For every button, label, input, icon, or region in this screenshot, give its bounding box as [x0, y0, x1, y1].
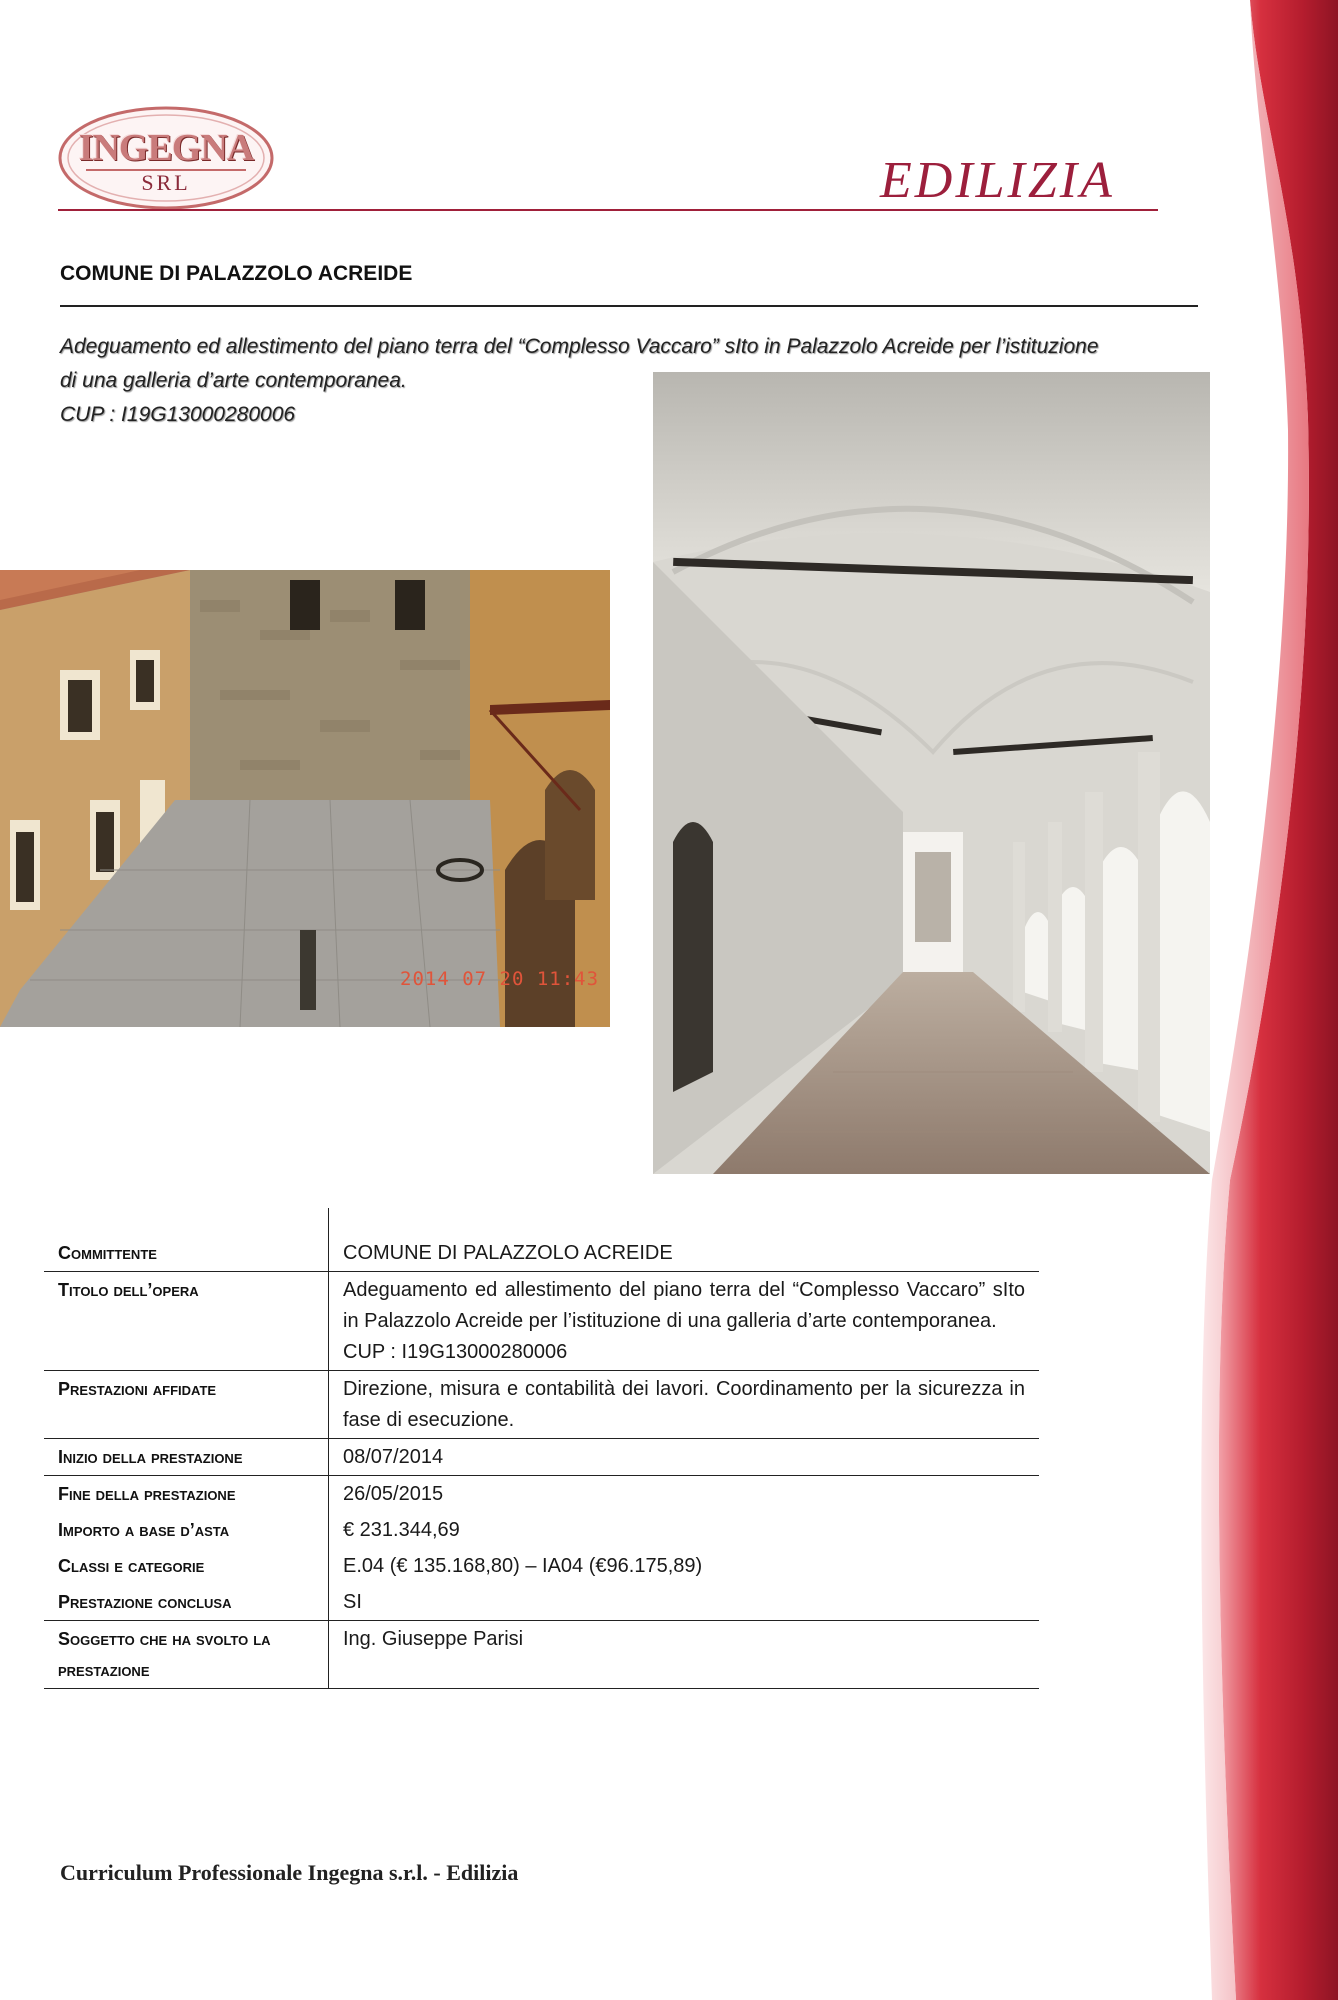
row-value: Ing. Giuseppe Parisi	[329, 1621, 1040, 1689]
table-row	[44, 1272, 1039, 1371]
corridor-photo	[653, 372, 1210, 1174]
comune-heading: COMUNE DI PALAZZOLO ACREIDE	[60, 262, 413, 285]
logo-name: INGEGNA	[78, 127, 254, 169]
table-row	[44, 1371, 1039, 1439]
row-label: Inizio della prestazione	[44, 1439, 329, 1476]
row-value: COMUNE DI PALAZZOLO ACREIDE	[329, 1208, 1040, 1272]
row-label: Prestazione conclusa	[44, 1584, 329, 1621]
table-row	[44, 1512, 1039, 1548]
table-row	[44, 1476, 1039, 1513]
description-line: CUP : I19G13000280006	[60, 403, 296, 426]
row-value: E.04 (€ 135.168,80) – IA04 (€96.175,89)	[343, 1555, 703, 1577]
logo-suffix: SRL	[141, 170, 191, 195]
row-value-text: Adeguamento ed allestimento del piano terra del “Complesso Vaccaro” sIto in Palazzolo Acreide per l’istituzione di una galleria d’arte contemporanea.	[343, 1279, 1025, 1332]
row-label: Committente	[44, 1208, 329, 1272]
row-label: Titolo dell’opera	[44, 1272, 329, 1371]
row-value: Direzione, misura e contabilità dei lavori. Coordinamento per la sicurezza in fase di esecuzione.	[329, 1371, 1040, 1439]
row-value-cup: CUP : I19G13000280006	[343, 1341, 568, 1363]
row-value: 26/05/2015	[343, 1483, 444, 1505]
table-row	[44, 1548, 1039, 1584]
table-row	[44, 1208, 1039, 1272]
row-label: Fine della prestazione	[44, 1476, 329, 1513]
company-logo	[56, 104, 276, 212]
table-row	[44, 1584, 1039, 1621]
description-line: Adeguamento ed allestimento del piano terra del “Complesso Vaccaro” sIto in Palazzolo Acreide per l’istituzione	[60, 335, 1099, 358]
section-title: EDILIZIA	[880, 152, 1115, 209]
courtyard-photo	[0, 570, 610, 1027]
project-info-table	[44, 1208, 1039, 1689]
row-label: Prestazioni affidate	[44, 1371, 329, 1439]
page-footer: Curriculum Professionale Ingegna s.r.l. - Edilizia	[60, 1860, 519, 1885]
row-label: Classi e categorie	[44, 1548, 329, 1584]
description-line: di una galleria d’arte contemporanea.	[60, 369, 407, 392]
row-value: 08/07/2014	[329, 1439, 1040, 1476]
comune-rule	[60, 305, 1198, 307]
row-label: Importo a base d’asta	[44, 1512, 329, 1548]
row-label: Soggetto che ha svolto la prestazione	[44, 1621, 329, 1689]
row-value: SI	[329, 1584, 1040, 1621]
table-row	[44, 1439, 1039, 1476]
photo-timestamp: 2014 07 20 11:43	[400, 968, 600, 990]
row-value: € 231.344,69	[343, 1519, 460, 1541]
row-value	[329, 1272, 1040, 1371]
table-row	[44, 1621, 1039, 1689]
decorative-red-band	[1190, 0, 1338, 2000]
